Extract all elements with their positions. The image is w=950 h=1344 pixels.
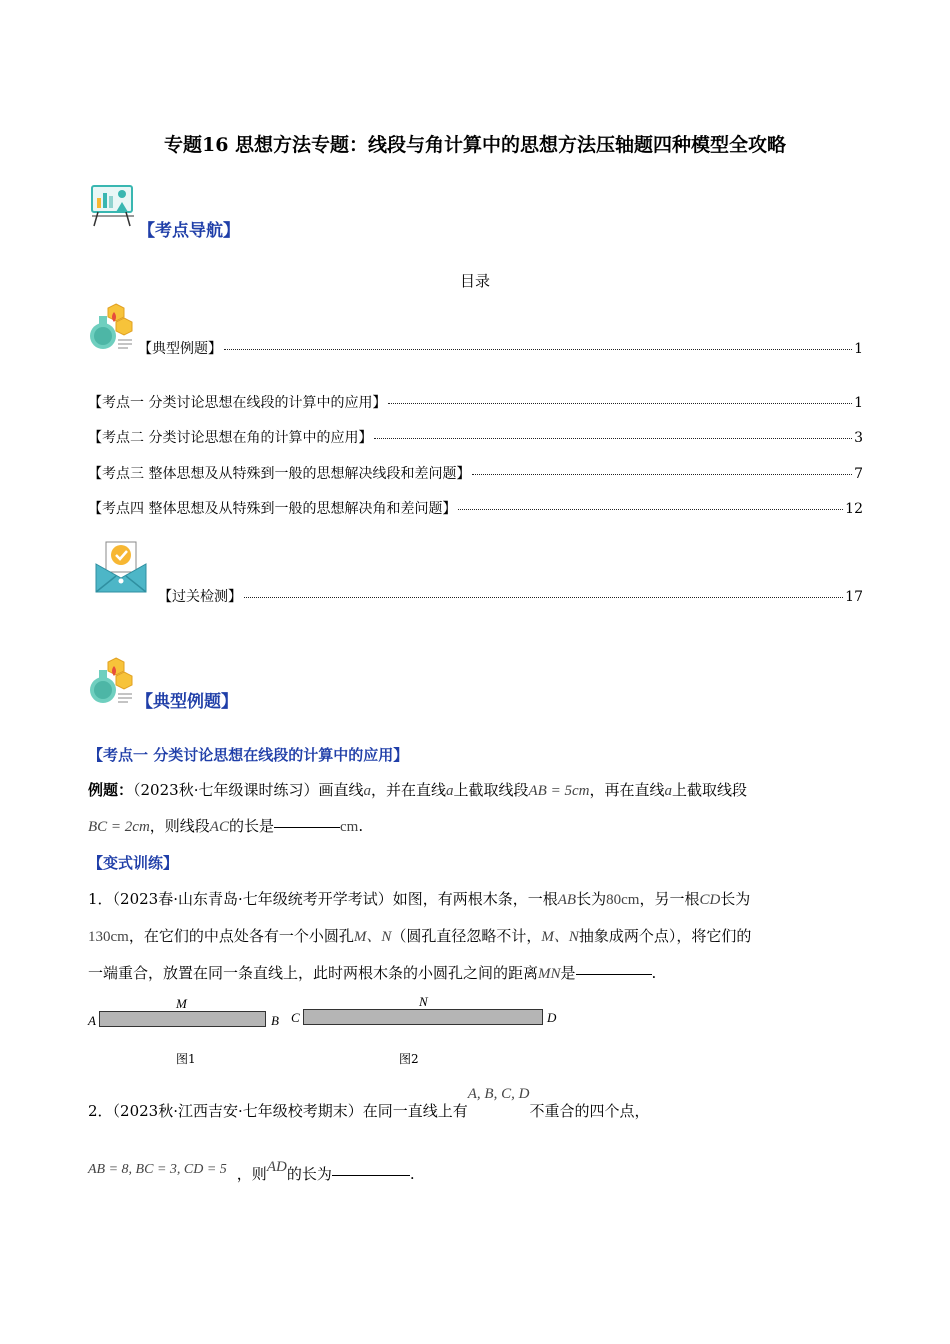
example-line-1: [88, 779, 747, 800]
toc-label: 【考点二 分类讨论思想在角的计算中的应用】: [88, 430, 373, 446]
examples-heading: 【典型例题】: [136, 692, 238, 712]
math-var: AD: [266, 1159, 287, 1175]
fig2-label-d: D: [547, 1010, 557, 1025]
math-var: a: [363, 783, 371, 799]
text: .: [409, 1165, 415, 1183]
unit: cm: [339, 819, 359, 835]
text: 抽象成两个点），将它们的: [578, 927, 752, 945]
toc-page: 7: [854, 466, 863, 482]
text: ，在它们的中点处各有一个小圆孔: [128, 927, 354, 945]
toc-leader: [224, 349, 852, 350]
math-var: CD: [699, 892, 721, 908]
toc-page: 17: [845, 589, 863, 605]
presentation-board-icon: [88, 180, 138, 230]
text: 2．（2023秋·江西吉安·七年级校考期末）在同一直线上有: [88, 1102, 468, 1120]
text: ，并在直线: [370, 781, 446, 799]
page-title: 专题16 思想方法专题：线段与角计算中的思想方法压轴题四种模型全攻略: [163, 134, 787, 156]
math-expr: AB = 8, BC = 3, CD = 5: [88, 1162, 227, 1177]
toc-leader: [458, 509, 843, 510]
text: 长为: [720, 890, 751, 908]
math-var: a: [445, 783, 454, 799]
flask-icon: [88, 656, 134, 706]
math-var: AC: [209, 819, 229, 835]
text: 上截取线段: [453, 781, 529, 799]
fig1-label-b: B: [271, 1013, 279, 1028]
text: 长为: [576, 890, 607, 908]
text: ，再在直线: [589, 781, 665, 799]
check-envelope-icon: [94, 540, 148, 594]
math-value: 80cm: [606, 892, 640, 908]
toc-leader: [374, 438, 852, 439]
toc-title: 目录: [459, 272, 490, 290]
toc-item[interactable]: [88, 427, 863, 447]
text: 不重合的四个点，: [529, 1102, 650, 1120]
math-var: AB: [557, 892, 577, 908]
q1-line-2: [88, 925, 751, 946]
toc-label: 【考点三 整体思想及从特殊到一般的思想解决线段和差问题】: [88, 466, 471, 482]
toc-label: 【考点四 整体思想及从特殊到一般的思想解决角和差问题】: [88, 501, 457, 517]
toc-label: 【典型例题】: [138, 341, 222, 357]
text: ，则: [236, 1165, 267, 1183]
math-value: 130cm: [88, 929, 129, 945]
answer-blank[interactable]: [274, 827, 340, 828]
toc-item[interactable]: [158, 586, 863, 606]
text: 的长为: [286, 1165, 332, 1183]
math-expr: AB = 5cm: [528, 783, 590, 799]
fig2-label-c: C: [291, 1010, 300, 1025]
example-line-2: [88, 815, 363, 836]
math-var: MN: [538, 966, 561, 982]
q2-line-1: [88, 1086, 650, 1121]
toc-page: 12: [845, 501, 863, 517]
math-expr: BC = 2cm: [88, 819, 150, 835]
q1-line-3: [88, 962, 656, 983]
math-var: M、N: [541, 929, 579, 945]
text: 是: [560, 964, 576, 982]
text: .: [651, 964, 657, 982]
text: 的长是: [228, 817, 274, 835]
toc-page: 3: [854, 430, 863, 446]
variant-heading: 【变式训练】: [88, 854, 179, 872]
text: ，则线段: [149, 817, 210, 835]
topic1-heading: 【考点一 分类讨论思想在线段的计算中的应用】: [88, 746, 409, 764]
fig1-label-a: A: [88, 1013, 96, 1028]
math-expr: A, B, C, D: [467, 1086, 530, 1102]
fig1-label-m: M: [176, 996, 187, 1011]
text: 上截取线段: [671, 781, 747, 799]
text: ，另一根: [639, 890, 700, 908]
toc-item[interactable]: [138, 338, 863, 358]
toc-leader: [472, 474, 852, 475]
toc-label: 【过关检测】: [158, 589, 242, 605]
q2-line-2: [88, 1159, 415, 1184]
fig1-caption: 图1: [176, 1052, 196, 1066]
text: 一端重合，放置在同一条直线上，此时两根木条的小圆孔之间的距离: [88, 964, 539, 982]
example-label: 例题：: [88, 781, 134, 799]
toc-page: 1: [854, 395, 863, 411]
toc-page: 1: [854, 341, 863, 357]
fig2-label-n: N: [419, 994, 428, 1009]
toc-label: 【考点一 分类讨论思想在线段的计算中的应用】: [88, 395, 387, 411]
math-var: M、N: [353, 929, 392, 945]
toc-item[interactable]: [88, 463, 863, 483]
fig1-stick: [99, 1011, 266, 1027]
fig2-caption: 图2: [399, 1052, 419, 1066]
toc-item[interactable]: [88, 392, 863, 412]
toc-leader: [388, 403, 852, 404]
toc-item[interactable]: [88, 498, 863, 518]
text: .: [358, 817, 364, 835]
text: 1．（2023春·山东青岛·七年级统考开学考试）如图，有两根木条，一根: [88, 890, 558, 908]
text: （圆孔直径忽略不计，: [391, 927, 542, 945]
text: （2023秋·七年级课时练习）画直线: [133, 781, 364, 799]
toc-leader: [244, 597, 843, 598]
flask-icon: [88, 302, 134, 352]
nav-heading: 【考点导航】: [138, 221, 240, 241]
answer-blank[interactable]: [332, 1175, 410, 1176]
answer-blank[interactable]: [576, 974, 652, 975]
math-var: a: [664, 783, 672, 799]
q1-line-1: [88, 888, 750, 909]
fig2-stick: [303, 1009, 543, 1025]
